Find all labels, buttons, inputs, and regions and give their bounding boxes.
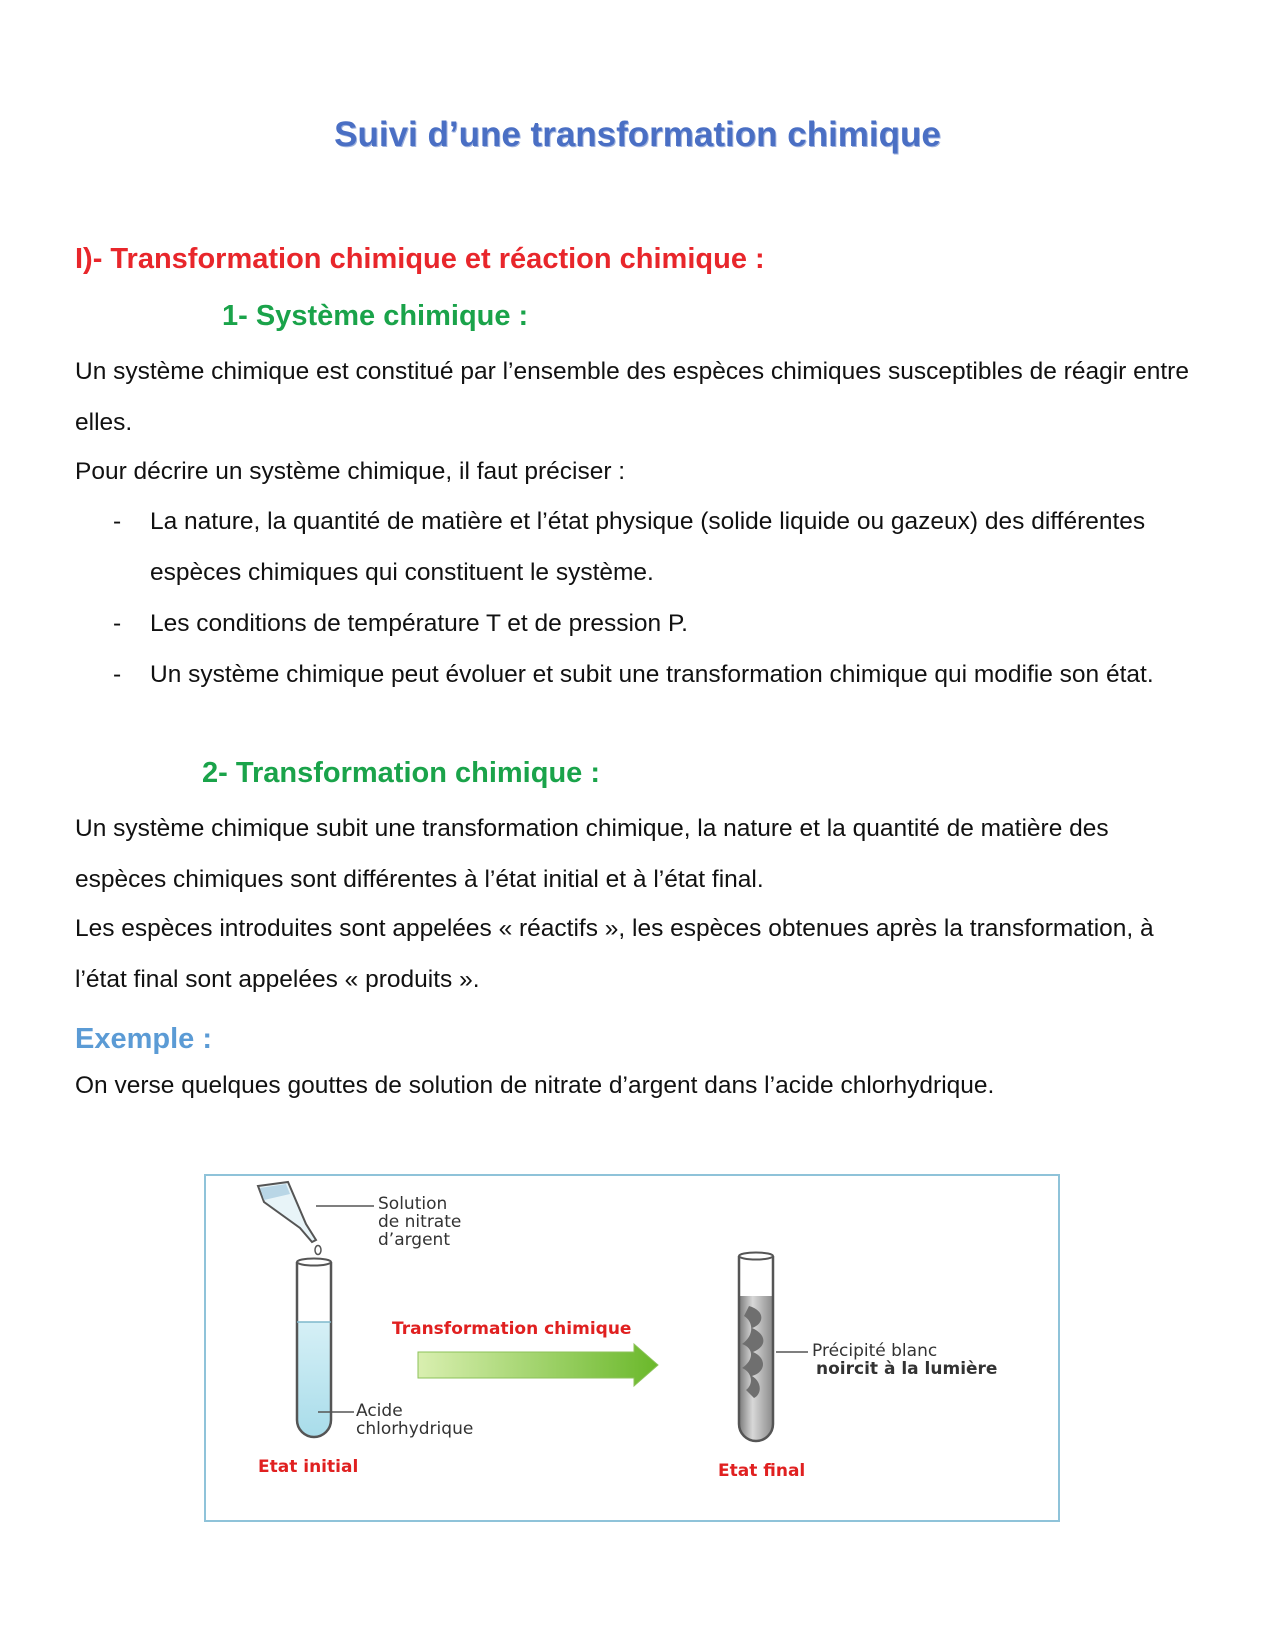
page-title: Suivi d’une transformation chimique (334, 115, 941, 154)
list-item-text: Les conditions de température T et de pression P. (150, 610, 688, 637)
list-item: - La nature, la quantité de matière et l’état physique (solide liquide ou gazeux) des différentes espèces chimiques qui constituent le système. (113, 508, 1146, 586)
paragraph-definition: Un système chimique est constitué par l’ensemble des espèces chimiques susceptibles de réagir entre elles. (75, 358, 1189, 436)
paragraph-reactifs: Les espèces introduites sont appelées « réactifs », les espèces obtenues après la transformation, à l’état final sont appelées « produits ». (75, 915, 1154, 993)
list-item-text: La nature, la quantité de matière et l’état physique (solide liquide ou gazeux) des différentes espèces chimiques qui constituent le système. (150, 508, 1146, 586)
label-solution-line2: de nitrate (378, 1212, 462, 1232)
paragraph-transformation: Un système chimique subit une transformation chimique, la nature et la quantité de matière des espèces chimiques sont différentes à l’état initial et à l’état final. (75, 815, 1109, 893)
label-acid-line1: Acide (356, 1401, 403, 1421)
label-precipitate-line1: Précipité blanc (812, 1341, 938, 1361)
section-heading: I)- Transformation chimique et réaction chimique : (75, 243, 765, 275)
experiment-figure (204, 1174, 1060, 1522)
arrow-right-icon (418, 1344, 658, 1386)
dropper-icon (258, 1182, 321, 1255)
label-solution-line1: Solution (378, 1194, 448, 1214)
subsection-heading-1: 1- Système chimique : (222, 300, 529, 332)
subsection-heading-2: 2- Transformation chimique : (202, 757, 600, 789)
label-state-initial: Etat initial (258, 1457, 359, 1477)
list-item-text: Un système chimique peut évoluer et subit une transformation chimique qui modifie son état. (150, 661, 1154, 688)
list-item: - Les conditions de température T et de pression P. (113, 610, 688, 637)
list-item: - Un système chimique peut évoluer et subit une transformation chimique qui modifie son état. (113, 661, 1154, 688)
test-tube-initial-icon (297, 1259, 331, 1438)
paragraph-describe: Pour décrire un système chimique, il faut préciser : (75, 458, 626, 485)
label-acid-line2: chlorhydrique (356, 1419, 474, 1439)
bullet-list (75, 496, 1205, 700)
example-text: On verse quelques gouttes de solution de nitrate d’argent dans l’acide chlorhydrique. (75, 1072, 995, 1099)
label-solution-line3: d’argent (378, 1230, 450, 1250)
test-tube-final-icon (739, 1253, 773, 1441)
example-heading: Exemple : (75, 1023, 212, 1055)
experiment-illustration (206, 1176, 1058, 1520)
label-precipitate-line2: noircit à la lumière (816, 1359, 998, 1379)
label-state-final: Etat final (718, 1461, 806, 1481)
label-transformation: Transformation chimique (392, 1319, 632, 1339)
